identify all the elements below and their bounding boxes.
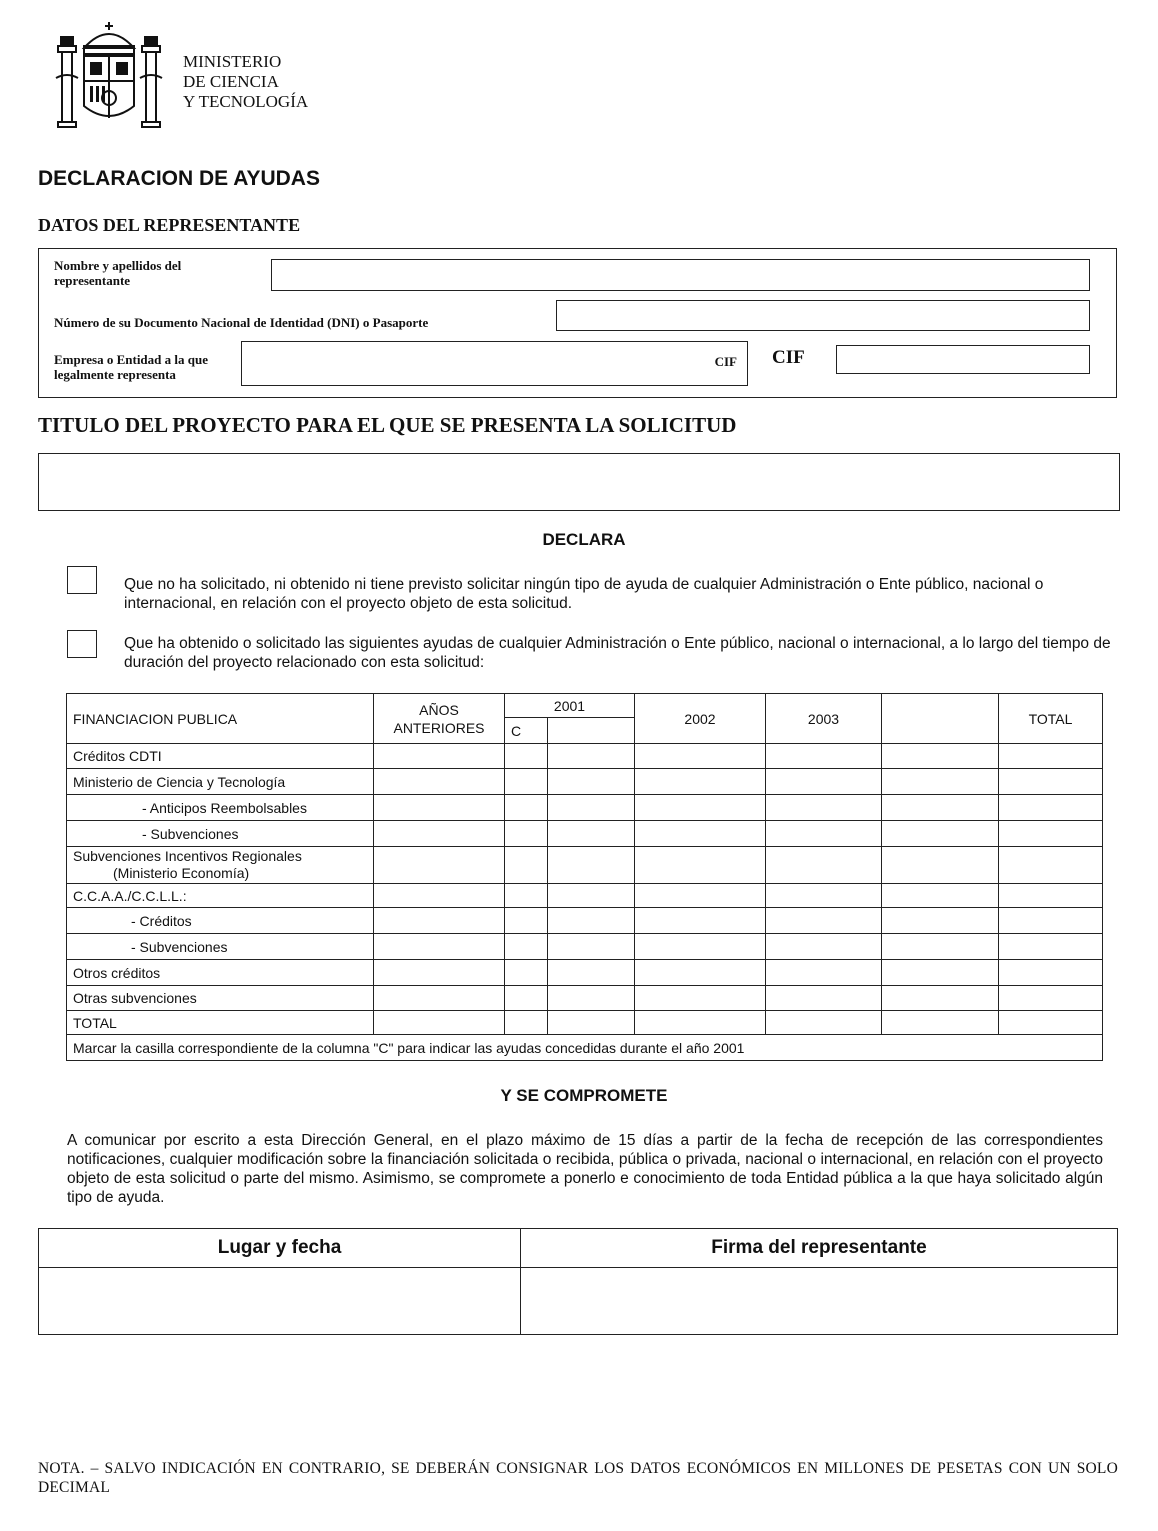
table-cell[interactable] [999,1011,1103,1035]
table-cell[interactable] [374,769,505,795]
table-cell[interactable] [548,960,635,986]
representative-heading: DATOS DEL REPRESENTANTE [38,215,301,235]
table-cell[interactable] [999,744,1103,769]
table-cell[interactable] [766,960,882,986]
table-cell[interactable] [635,795,766,821]
table-cell-c[interactable] [505,884,548,908]
table-cell[interactable] [999,821,1103,847]
commit-heading: Y SE COMPROMETE [500,1086,668,1105]
table-cell[interactable] [635,934,766,960]
table-cell[interactable] [374,744,505,769]
cif-field[interactable] [836,345,1090,374]
row-label: Ministerio de Ciencia y Tecnología [67,769,374,795]
table-cell-c[interactable] [505,908,548,934]
header-blank [882,694,999,744]
table-cell-c[interactable] [505,769,548,795]
table-cell[interactable] [635,847,766,884]
declaration-option1-checkbox[interactable] [67,566,97,594]
table-cell[interactable] [374,821,505,847]
company-field[interactable] [241,341,748,386]
ministry-line: Y TECNOLOGÍA [183,92,309,111]
declaration-option1-text: Que no ha solicitado, ni obtenido ni tiene previsto solicitar ningún tipo de ayuda de cualquier Administración o Ente público, nacional o internacional, en relación con el proyecto objeto de esta solicitud. [124,576,1044,612]
row-label: Créditos CDTI [67,744,374,769]
table-cell[interactable] [766,744,882,769]
table-cell[interactable] [766,847,882,884]
ministry-name [183,52,308,112]
table-cell[interactable] [548,744,635,769]
table-cell-c[interactable] [505,960,548,986]
ministry-line: MINISTERIO [183,52,282,71]
table-cell-c[interactable] [505,934,548,960]
table-cell[interactable] [882,934,999,960]
header-2001-c: C [505,718,548,744]
table-cell[interactable] [999,795,1103,821]
representative-section [38,248,1117,398]
table-cell[interactable] [548,884,635,908]
aid-table [66,693,1103,1061]
id-field[interactable] [556,300,1090,331]
row-label: Otras subvenciones [67,986,374,1011]
place-date-field[interactable] [39,1268,521,1335]
table-cell[interactable] [374,795,505,821]
row-label-main: Subvenciones Incentivos Regionales [73,848,302,864]
header-2001-amount [548,718,635,744]
table-cell[interactable] [548,934,635,960]
table-cell-c[interactable] [505,821,548,847]
table-cell[interactable] [999,884,1103,908]
table-footnote: Marcar la casilla correspondiente de la columna "C" para indicar las ayudas concedidas durante el año 2001 [67,1035,1103,1061]
signature-table [38,1228,1118,1335]
table-cell[interactable] [999,960,1103,986]
table-cell[interactable] [548,795,635,821]
declaration-option2-text: Que ha obtenido o solicitado las siguientes ayudas de cualquier Administración o Ente público, nacional o internacional, a lo largo del tiempo de duración del proyecto relacionado con esta solicitud: [124,635,1111,671]
header-anos-anteriores: AÑOS ANTERIORES [374,694,505,744]
table-cell[interactable] [999,908,1103,934]
table-cell[interactable] [548,821,635,847]
table-cell[interactable] [766,821,882,847]
table-cell[interactable] [882,847,999,884]
row-label-total: TOTAL [67,1011,374,1035]
header-total: TOTAL [999,694,1103,744]
table-cell-c[interactable] [505,847,548,884]
table-cell[interactable] [882,884,999,908]
table-cell[interactable] [766,884,882,908]
commit-text: A comunicar por escrito a esta Dirección General, en el plazo máximo de 15 días a partir de la fecha de recepción de las correspondientes notificaciones, cualquier modificación sobre la financiación solicitada o recibida, pública o privada, nacional o internacional, en relación con el proyecto objeto de esta solicitud o parte del mismo. Asimismo, se compromete a ponerlo e conocimiento de toda Entidad pública a la que haya solicitado algún tipo de ayuda. [67,1132,1103,1206]
table-cell[interactable] [882,908,999,934]
id-label: Número de su Documento Nacional de Identidad (DNI) o Pasaporte [54,315,429,330]
table-cell[interactable] [635,744,766,769]
header-2003: 2003 [766,694,882,744]
table-cell[interactable] [882,744,999,769]
table-cell[interactable] [374,960,505,986]
table-cell[interactable] [635,821,766,847]
project-title-field[interactable] [38,453,1120,511]
name-label: Nombre y apellidos del representante [54,258,182,288]
table-cell[interactable] [635,769,766,795]
row-label: Otros créditos [67,960,374,986]
table-cell[interactable] [548,847,635,884]
table-cell[interactable] [548,1011,635,1035]
row-label: - Subvenciones [67,821,374,847]
table-cell[interactable] [999,986,1103,1011]
table-cell[interactable] [374,986,505,1011]
table-cell[interactable] [635,986,766,1011]
declaration-option2-checkbox[interactable] [67,630,97,658]
row-label: C.C.A.A./C.C.L.L.: [67,884,374,908]
footer-note: NOTA. – SALVO INDICACIÓN EN CONTRARIO, SE DEBERÁN CONSIGNAR LOS DATOS ECONÓMICOS EN MILLONES DE PESETAS CON UN SOLO DECIMAL [38,1460,1118,1496]
table-cell-c[interactable] [505,744,548,769]
table-cell[interactable] [635,884,766,908]
table-cell[interactable] [999,769,1103,795]
table-cell[interactable] [882,821,999,847]
table-cell[interactable] [766,908,882,934]
company-label: Empresa o Entidad a la que legalmente representa [54,352,208,382]
table-cell[interactable] [999,847,1103,884]
table-cell[interactable] [766,769,882,795]
table-cell[interactable] [882,960,999,986]
row-label-sub: (Ministerio Economía) [113,865,250,881]
place-date-label: Lugar y fecha [39,1229,521,1268]
table-cell[interactable] [374,847,505,884]
table-cell[interactable] [882,769,999,795]
project-heading: TITULO DEL PROYECTO PARA EL QUE SE PRESENTA LA SOLICITUD [38,413,737,437]
table-cell[interactable] [999,934,1103,960]
name-field[interactable] [271,259,1090,291]
table-cell[interactable] [635,908,766,934]
table-cell[interactable] [548,769,635,795]
table-cell[interactable] [882,1011,999,1035]
table-cell[interactable] [548,908,635,934]
header-2002: 2002 [635,694,766,744]
row-label: - Anticipos Reembolsables [67,795,374,821]
table-cell[interactable] [882,986,999,1011]
table-cell[interactable] [766,795,882,821]
cif-inline-label: CIF [714,354,737,369]
table-cell-c[interactable] [505,986,548,1011]
cif-label: CIF [772,347,805,368]
table-cell[interactable] [374,908,505,934]
table-cell[interactable] [635,960,766,986]
coat-of-arms-icon [54,18,164,130]
table-cell[interactable] [374,1011,505,1035]
table-cell[interactable] [882,795,999,821]
signature-label: Firma del representante [521,1229,1118,1268]
table-cell[interactable] [766,986,882,1011]
row-label: - Subvenciones [67,934,374,960]
header-financiacion: FINANCIACION PUBLICA [67,694,374,744]
row-label [67,847,374,884]
table-cell-c[interactable] [505,795,548,821]
table-cell[interactable] [766,1011,882,1035]
table-cell[interactable] [766,934,882,960]
header-2001: 2001 [505,694,635,718]
declara-heading: DECLARA [542,530,626,549]
table-cell[interactable] [374,934,505,960]
table-cell[interactable] [548,986,635,1011]
table-cell[interactable] [635,1011,766,1035]
ministry-line: DE CIENCIA [183,72,279,91]
table-cell-c[interactable] [505,1011,548,1035]
document-title: DECLARACION DE AYUDAS [38,167,320,190]
signature-field[interactable] [521,1268,1118,1335]
row-label: - Créditos [67,908,374,934]
table-cell[interactable] [374,884,505,908]
